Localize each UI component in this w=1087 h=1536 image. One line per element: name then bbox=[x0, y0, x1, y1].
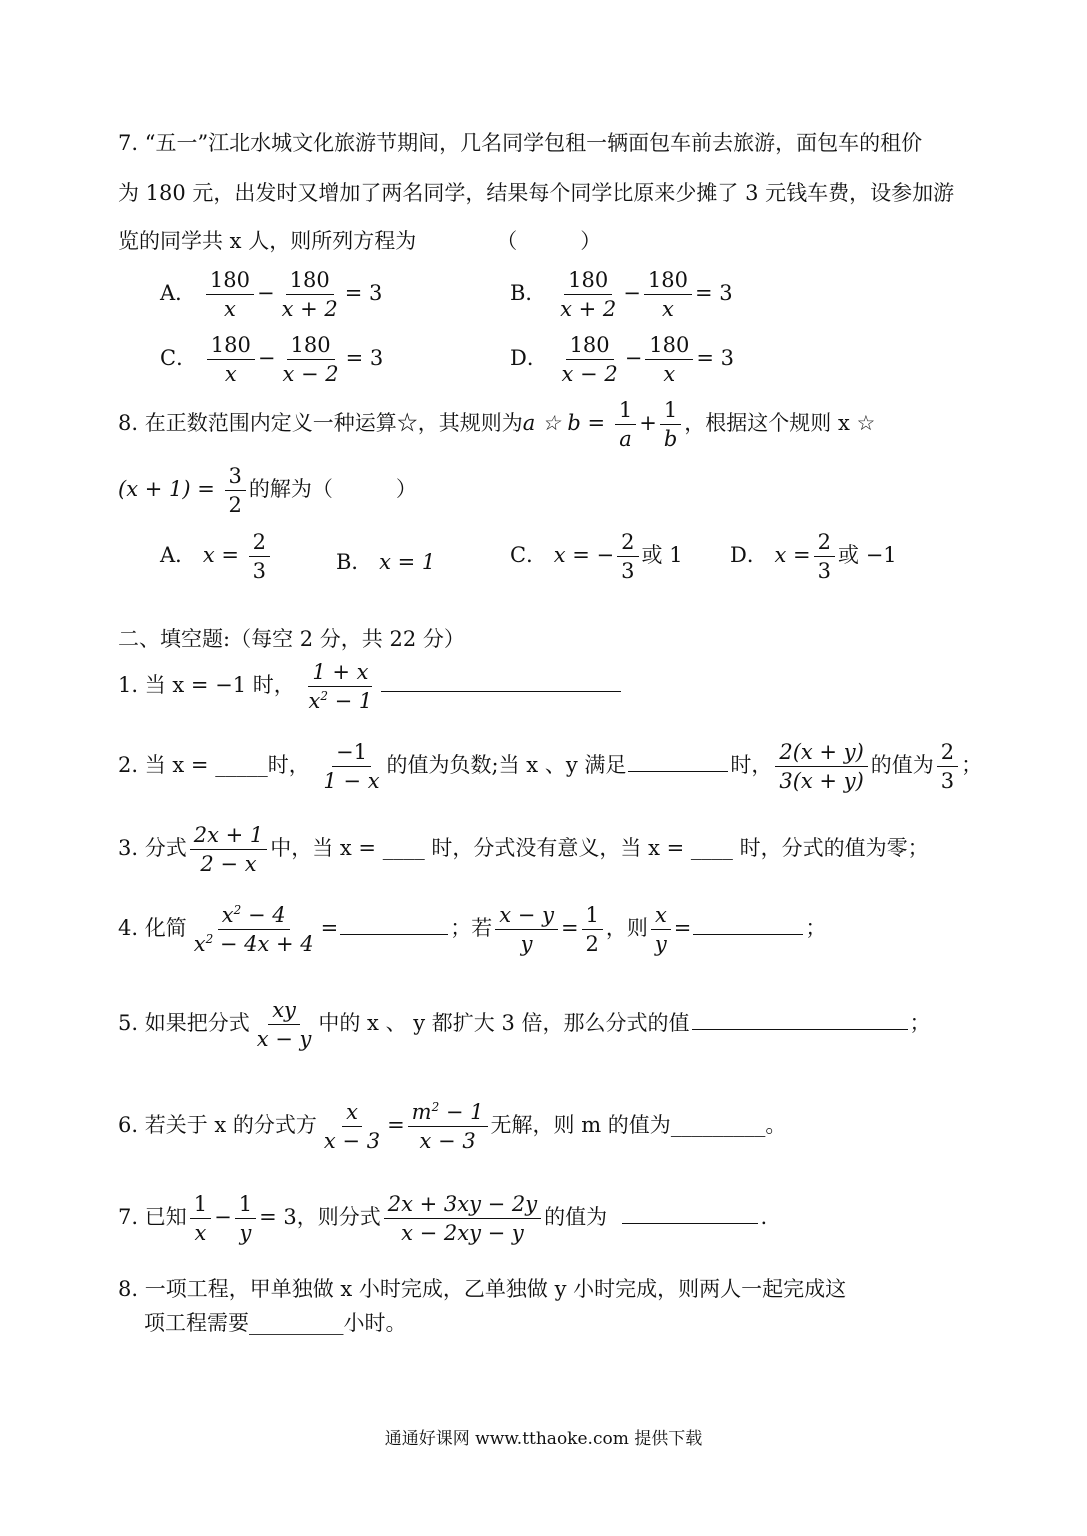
answer-blank[interactable]: _____ bbox=[215, 753, 268, 778]
fill-1: 1. 当 x = −1 时， $\frac{1 + x}{x^2 - 1}$ bbox=[118, 660, 623, 713]
fill-3: 3. 分式 $\frac{2x + 1}{2 - x}$ 中，当 x = ____ 时，分式没有意义，当 x = ____ 时，分式的值为零； bbox=[118, 823, 929, 877]
fill-8-line2: 项工程需要_________小时。 bbox=[144, 1311, 407, 1335]
footer-source: 通通好课网 www.tthaoke.com 提供下载 bbox=[384, 1429, 703, 1449]
fill-4: 4. 化简 $\frac{x^2 - 4}{x^2 - 4x + 4}$ = ；若 $\frac{x - y}{y}$ = $\frac{1}{2}$ ，则 $\frac{x}{y}$ = ； bbox=[118, 903, 827, 957]
q8-option-b: B． x = 1 bbox=[336, 550, 436, 574]
fill-6: 6. 若关于 x 的分式方 $\frac{x}{x - 3}$ = $\frac{m^2 - 1}{x - 3}$ 无解，则 m 的值为_________。 bbox=[118, 1100, 787, 1154]
fill-8-line1: 8. 一项工程，甲单独做 x 小时完成，乙单独做 y 小时完成，则两人一起完成这 bbox=[118, 1277, 847, 1301]
q8-option-a: A． x = $\frac{2}{3}$ bbox=[160, 530, 273, 583]
fill-5: 5. 如果把分式 $\frac{xy}{x - y}$ 中的 x 、 y 都扩大 3 倍，那么分式的值 ； bbox=[118, 998, 931, 1052]
fill-7: 7. 已知 $\frac{1}{x}$ − $\frac{1}{y}$ = 3，则分式 $\frac{2x + 3xy - 2y}{x - 2xy - y}$ 的值为 . bbox=[118, 1192, 768, 1246]
answer-blank[interactable]: ____ bbox=[382, 836, 425, 861]
q7-option-c: C． $\frac{180}{x}$ − $\frac{180}{x - 2}$ = 3 bbox=[160, 333, 384, 387]
q8-option-c: C． x = − $\frac{2}{3}$ 或 1 bbox=[510, 530, 683, 584]
q8-option-d: D． x = $\frac{2}{3}$ 或 −1 bbox=[730, 530, 897, 584]
answer-blank[interactable] bbox=[692, 1028, 908, 1030]
q7-line3: 览的同学共 x 人，则所列方程为 （ ） bbox=[118, 229, 602, 253]
answer-blank[interactable]: ____ bbox=[690, 836, 733, 861]
q7-line1: 7. “五一”江北水城文化旅游节期间，几名同学包租一辆面包车前去旅游，面包车的租价 bbox=[118, 131, 923, 155]
q8-line2: (x + 1) = $\frac{3}{2}$ 的解为（ ） bbox=[118, 464, 417, 518]
answer-blank[interactable] bbox=[628, 770, 728, 772]
answer-blank[interactable] bbox=[693, 933, 803, 935]
answer-blank[interactable]: _________ bbox=[249, 1311, 344, 1335]
q7-option-b: B． $\frac{180}{x + 2}$ − $\frac{180}{x}$ = 3 bbox=[510, 268, 733, 322]
answer-blank[interactable]: _________ bbox=[670, 1113, 766, 1138]
fill-2: 2. 当 x = _____时， $\frac{-1}{1 - x}$ 的值为负数;当 x 、y 满足 时， $\frac{2(x + y)}{3(x + y)}$ 的值为 $\frac{2}{3}$ ； bbox=[118, 740, 983, 794]
answer-blank[interactable] bbox=[340, 933, 448, 935]
q7-line2: 为 180 元，出发时又增加了两名同学，结果每个同学比原来少摊了 3 元钱车费，设参加游 bbox=[118, 181, 955, 205]
q8-line1: 8. 在正数范围内定义一种运算☆，其规则为a ☆ b = $\frac{1}{a}$ + $\frac{1}{b}$ ，根据这个规则 x ☆ bbox=[118, 398, 876, 452]
answer-blank[interactable] bbox=[622, 1222, 758, 1224]
q7-option-a: A． $\frac{180}{x}$ − $\frac{180}{x + 2}$ = 3 bbox=[160, 268, 383, 322]
answer-blank[interactable] bbox=[381, 690, 621, 692]
answer-paren: （ ） bbox=[496, 229, 602, 253]
q7-option-d: D． $\frac{180}{x - 2}$ − $\frac{180}{x}$ = 3 bbox=[510, 333, 735, 387]
section-heading: 二、填空题:（每空 2 分，共 22 分） bbox=[118, 627, 465, 651]
